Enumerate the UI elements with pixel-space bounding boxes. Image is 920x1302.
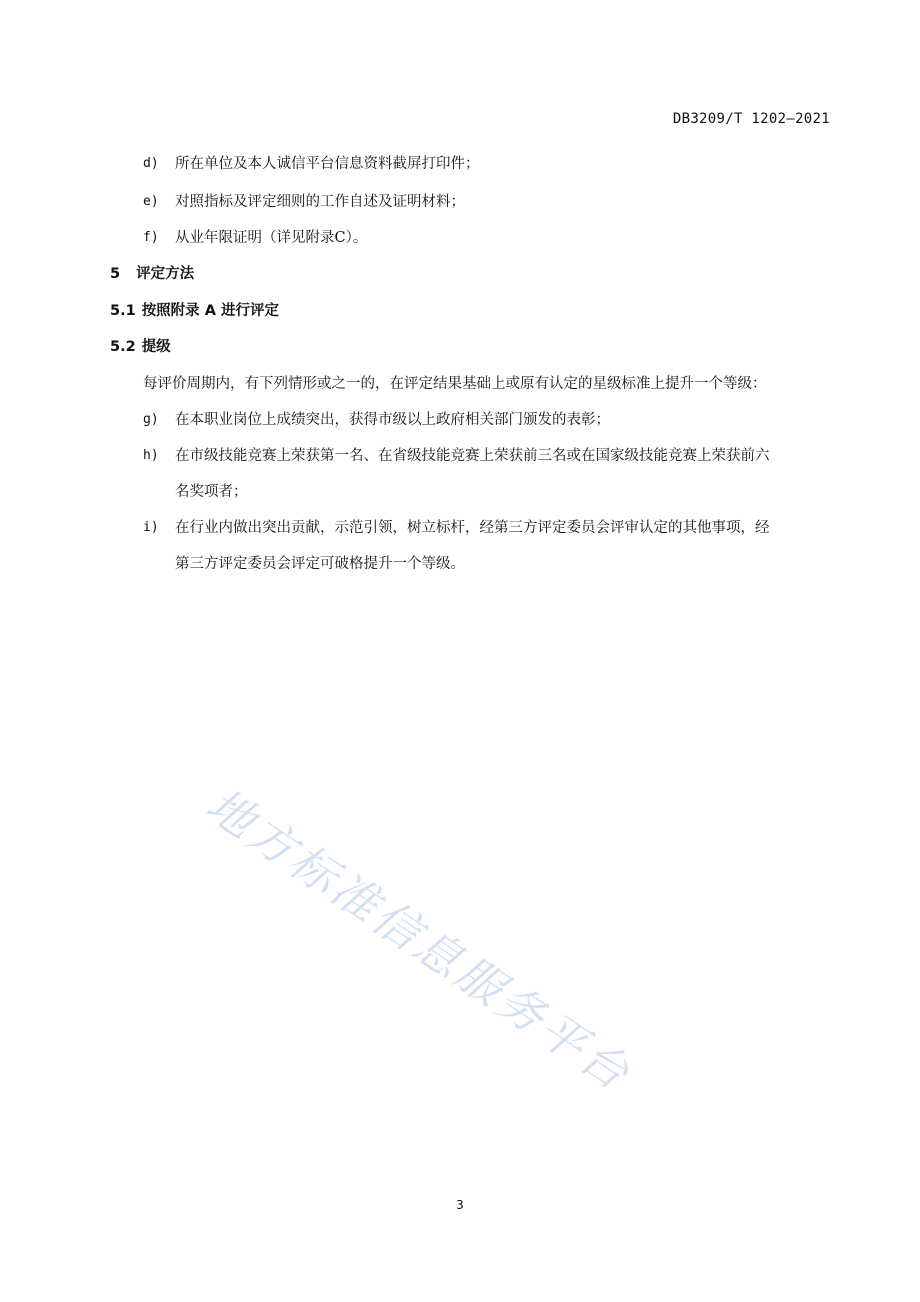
section-title: 评定方法 bbox=[136, 266, 195, 282]
list-item-text: 在本职业岗位上成绩突出，获得市级以上政府相关部门颁发的表彰； bbox=[175, 412, 610, 428]
section-intro-paragraph: 每评价周期内，有下列情形或之一的，在评定结果基础上或原有认定的星级标准上提升一个等级： bbox=[143, 376, 767, 392]
list-marker: g) bbox=[143, 412, 159, 427]
list-item-text: 对照指标及评定细则的工作自述及证明材料； bbox=[175, 194, 465, 210]
list-item-text: 名奖项者； bbox=[175, 484, 248, 500]
list-marker: i) bbox=[143, 520, 159, 535]
section-heading-5 bbox=[110, 264, 194, 284]
list-item-text: 从业年限证明（详见附录C）。 bbox=[175, 230, 368, 246]
watermark: 地方标准信息服务平台 bbox=[196, 777, 642, 1102]
section-number: 5.2 bbox=[110, 339, 136, 355]
list-item-text: 在行业内做出突出贡献，示范引领，树立标杆，经第三方评定委员会评审认定的其他事项，经 bbox=[175, 520, 770, 536]
list-item-text: 第三方评定委员会评定可破格提升一个等级。 bbox=[175, 556, 465, 572]
section-number: 5 bbox=[110, 266, 121, 282]
list-marker: d) bbox=[143, 156, 159, 171]
section-number: 5.1 bbox=[110, 303, 136, 319]
list-marker: f) bbox=[143, 230, 159, 245]
section-heading-5-1 bbox=[110, 301, 279, 321]
section-heading-5-2 bbox=[110, 337, 171, 357]
list-item-text: 所在单位及本人诚信平台信息资料截屏打印件； bbox=[175, 156, 480, 172]
page-number: 3 bbox=[456, 1198, 464, 1212]
section-title: 按照附录 A 进行评定 bbox=[141, 303, 280, 319]
document-code: DB3209/T 1202—2021 bbox=[672, 111, 830, 127]
list-marker: h) bbox=[143, 448, 159, 463]
list-marker: e) bbox=[143, 194, 159, 209]
section-title: 提级 bbox=[141, 339, 171, 355]
list-item-text: 在市级技能竞赛上荣获第一名、在省级技能竞赛上荣获前三名或在国家级技能竞赛上荣获前六 bbox=[175, 448, 770, 464]
